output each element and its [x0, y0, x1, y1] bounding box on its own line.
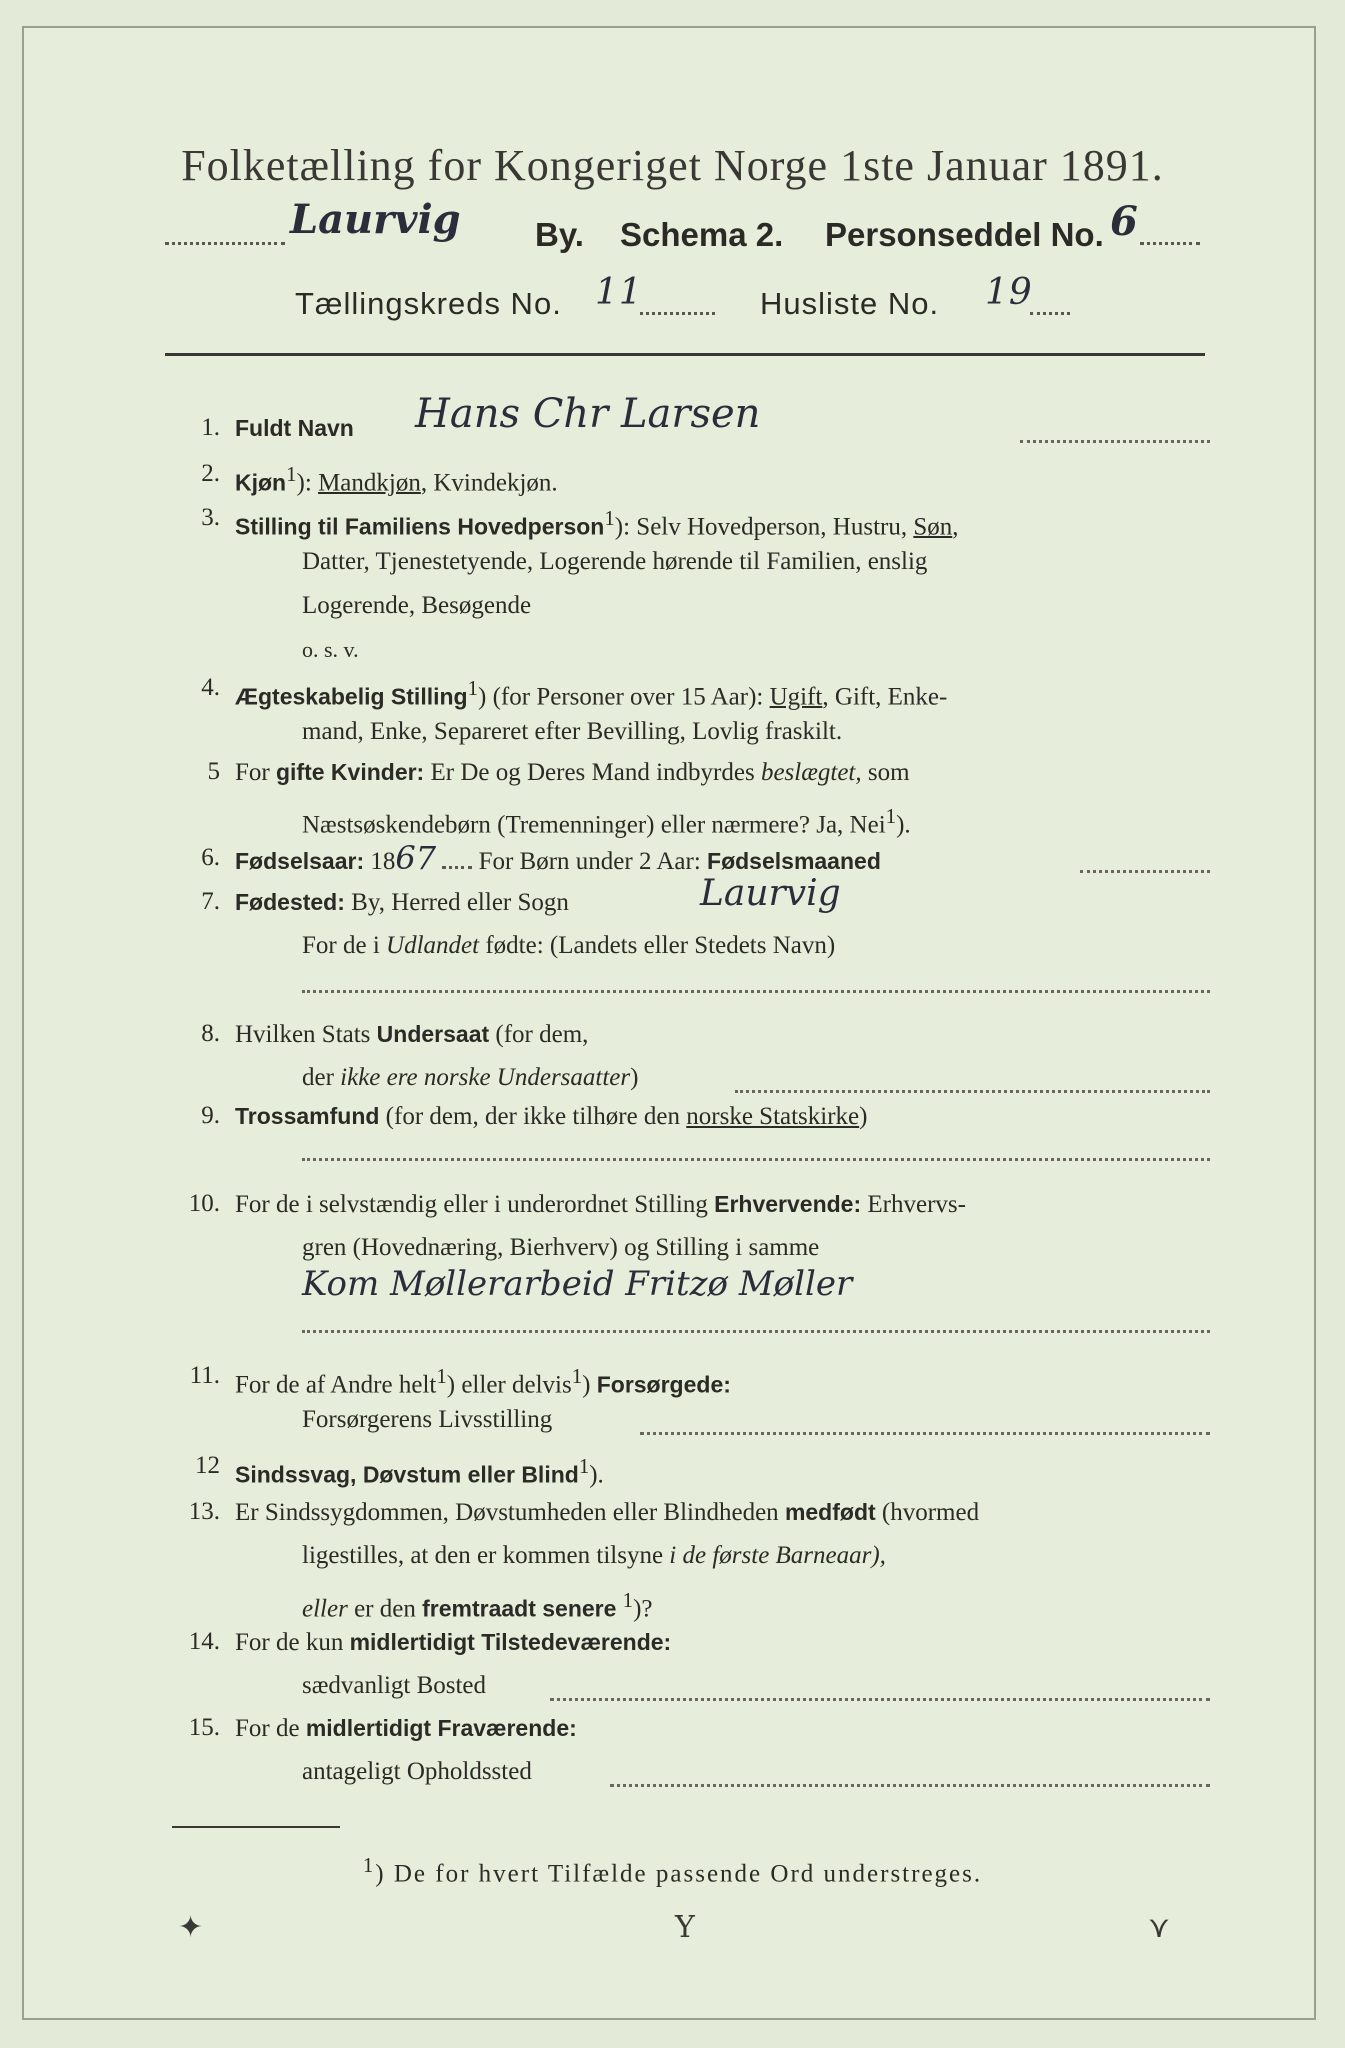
form-title: Folketælling for Kongeriget Norge 1ste Januar 1891.	[181, 141, 1164, 190]
dotted-fill	[302, 990, 1210, 993]
item-text: For de i selvstændig eller i underordnet Stilling	[235, 1191, 708, 1218]
item-text: ): Selv Hovedperson, Hustru,	[614, 513, 908, 541]
item-text: By, Herred eller Sogn	[351, 889, 569, 916]
item-text: )	[582, 1371, 591, 1399]
item-text: For Børn under 2 Aar:	[478, 848, 701, 875]
item-text: ).	[896, 811, 911, 839]
item-text: ):	[296, 469, 312, 497]
item-8-citizenship	[160, 1012, 1210, 1102]
item-text: mand, Enke, Separeret efter Bevilling, Lovlig fraskilt.	[302, 718, 843, 745]
footnote-ref: 1	[467, 676, 479, 700]
dotted-fill	[1020, 440, 1210, 443]
item-text: For	[235, 759, 270, 786]
item-number: 9.	[201, 1102, 220, 1129]
item-text: ) eller delvis	[446, 1371, 572, 1399]
item-text: ).	[589, 1461, 604, 1489]
item-9-religion	[160, 1094, 1210, 1194]
town-handwritten: Laurvig	[290, 196, 461, 243]
item-4-marital-status	[160, 666, 1210, 756]
item-number: 4.	[201, 674, 220, 701]
item-3-household-position: 3. Stilling til Familiens Hovedperson$^1$): Selv Hovedperson, Hustru, Søn, Datter, Tjenestetyende, Logerende hørende til Familien, enslig Logerende, Besøgende o. s. v.	[160, 496, 1210, 676]
item-text: Erhvervs-	[867, 1191, 966, 1218]
kreds-number: 11	[595, 272, 643, 313]
husliste-label: Husliste No.	[760, 286, 940, 321]
dotted-fill	[302, 1330, 1210, 1333]
item-text: For de i	[302, 932, 380, 959]
item-number: 2.	[201, 460, 220, 487]
item-text: For de	[235, 1715, 300, 1742]
selected-option: Søn	[913, 513, 953, 541]
footnote-ref: 1	[571, 1364, 583, 1388]
item-number: 15.	[188, 1714, 220, 1741]
item-text: 18	[370, 848, 396, 875]
dotted-fill	[165, 242, 285, 245]
item-14-temporary-present	[160, 1620, 1210, 1710]
dotted-fill	[735, 1090, 1210, 1093]
item-number: 1.	[201, 414, 220, 441]
item-label: midlertidigt Fraværende:	[305, 1715, 577, 1741]
header-rule	[165, 353, 1205, 356]
item-text: (hvormed	[881, 1499, 980, 1526]
item-label: Undersaat	[376, 1021, 490, 1047]
item-text: fødte: (Landets eller Stedets Navn)	[485, 932, 836, 959]
item-text: Forsørgerens Livsstilling	[302, 1406, 553, 1433]
item-text: antageligt Opholdssted	[302, 1758, 532, 1785]
registration-mark-icon: ⋎	[1148, 1910, 1170, 1945]
footnote-ref: 1	[362, 1853, 376, 1877]
dotted-fill	[1030, 312, 1070, 315]
item-text: eller	[302, 1595, 348, 1623]
schema-label: Schema 2.	[620, 216, 784, 253]
personseddel-number: 6	[1110, 198, 1138, 245]
item-text: Er Sindssygdommen, Døvstumheden eller Blindheden	[235, 1499, 779, 1526]
item-text: (for dem, der ikke tilhøre den	[385, 1103, 681, 1130]
item-label: Sindssvag, Døvstum eller Blind	[235, 1461, 579, 1488]
item-text: Næstsøskendebørn (Tremenninger) eller nærmere? Ja, Nei	[302, 811, 886, 839]
item-label: Ægteskabelig Stilling	[235, 683, 468, 710]
item-label: Fødselsmaaned	[707, 848, 881, 874]
item-number: 13.	[188, 1498, 220, 1525]
item-label: Kjøn	[235, 469, 287, 496]
item-text: er den	[354, 1595, 416, 1623]
item-text: For de af Andre helt	[235, 1371, 437, 1399]
footnote-ref: 1	[604, 506, 615, 530]
footnote-ref: 1	[286, 462, 297, 486]
item-text: beslægtet,	[760, 759, 862, 786]
registration-mark-icon: Y	[675, 1910, 695, 1945]
header-line-schema	[165, 196, 1205, 264]
item-label: fremtraadt senere	[422, 1595, 617, 1622]
dotted-fill	[640, 1432, 1210, 1435]
item-label: Fuldt Navn	[235, 415, 354, 441]
footnote	[0, 1853, 1345, 1888]
item-text: der	[302, 1064, 334, 1091]
item-label: gifte Kvinder:	[275, 759, 425, 785]
item-13-congenital	[160, 1490, 1210, 1626]
personseddel-label: Personseddel No.	[825, 216, 1104, 253]
dotted-fill	[640, 312, 715, 315]
full-name-handwritten: Hans Chr Larsen	[415, 391, 761, 437]
footnote-text: ) De for hvert Tilfælde passende Ord understreges.	[375, 1860, 983, 1888]
footnote-ref: 1	[578, 1454, 590, 1478]
item-text: For de kun	[235, 1629, 344, 1656]
by-label: By.	[535, 216, 584, 253]
dotted-fill	[1080, 870, 1210, 873]
item-11-supported	[160, 1354, 1210, 1444]
item-text: (for dem,	[495, 1021, 589, 1048]
item-number: 6.	[201, 844, 220, 871]
dotted-fill	[1140, 242, 1200, 245]
gender-option-male: Mandkjøn	[318, 469, 421, 497]
item-text: o. s. v.	[302, 637, 359, 662]
selected-option: Ugift	[769, 683, 823, 711]
item-text: i de første Barneaar),	[669, 1542, 886, 1569]
item-number: 11.	[189, 1362, 220, 1389]
birth-year-handwritten: 67	[395, 839, 437, 877]
item-label: Fødselsaar:	[235, 848, 365, 874]
item-text: Udlandet	[386, 932, 480, 959]
item-text: sædvanligt Bosted	[302, 1672, 487, 1699]
item-text: som	[867, 759, 910, 786]
item-label: Stilling til Familiens Hovedperson	[235, 513, 605, 540]
item-text: ligestilles, at den er kommen tilsyne	[302, 1542, 664, 1569]
dotted-fill	[550, 1698, 1210, 1701]
item-5-married-women	[160, 750, 1210, 840]
item-text: )	[859, 1103, 868, 1130]
dotted-fill	[610, 1784, 1210, 1787]
item-text: , Gift, Enke-	[822, 683, 948, 711]
item-7-birthplace	[160, 873, 1210, 1000]
dotted-fill	[442, 866, 472, 869]
item-number: 3.	[201, 504, 220, 531]
item-text: Logerende, Besøgende	[302, 592, 532, 619]
item-text: ikke ere norske Undersaatter	[340, 1064, 631, 1091]
footnote-ref: 1	[622, 1588, 634, 1612]
item-10-occupation	[160, 1182, 1210, 1342]
occupation-handwritten: Kom Møllerarbeid Fritzø Møller	[302, 1264, 853, 1304]
item-number: 5	[207, 758, 220, 785]
item-text: gren (Hovednæring, Bierhverv) og Stilling i samme	[302, 1234, 820, 1261]
item-text: ) (for Personer over 15 Aar):	[478, 683, 764, 711]
footnote-rule	[172, 1826, 340, 1828]
item-label: midlertidigt Tilstedeværende:	[349, 1629, 672, 1655]
item-text: Er De og Deres Mand indbyrdes	[430, 759, 755, 786]
item-label: Fødested:	[235, 889, 345, 915]
item-label: Erhvervende:	[714, 1191, 862, 1217]
item-label: Trossamfund	[235, 1103, 380, 1129]
item-text: Hvilken Stats	[235, 1021, 371, 1048]
gender-option-female: , Kvindekjøn.	[420, 469, 558, 497]
footnote-ref: 1	[436, 1364, 447, 1388]
item-number: 10.	[188, 1190, 220, 1217]
item-number: 7.	[201, 888, 220, 915]
item-15-temporary-absent	[160, 1706, 1210, 1796]
item-number: 14.	[188, 1628, 220, 1655]
item-1-full-name	[160, 391, 1210, 456]
item-text: Datter, Tjenestetyende, Logerende hørende til Familien, enslig	[302, 548, 928, 575]
footnote-ref: 1	[885, 804, 897, 828]
selected-option: norske Statskirke	[686, 1103, 860, 1130]
item-number: 12	[195, 1452, 220, 1479]
item-text: )?	[633, 1595, 653, 1623]
registration-mark-icon: ✦	[178, 1910, 204, 1945]
item-number: 8.	[201, 1020, 220, 1047]
header-line-kreds	[295, 272, 1095, 328]
birthplace-handwritten: Laurvig	[700, 873, 841, 914]
item-text: )	[630, 1064, 639, 1091]
husliste-number: 19	[985, 272, 1033, 313]
dotted-fill	[302, 1158, 1210, 1161]
item-label: Forsørgede:	[596, 1371, 731, 1398]
kreds-label: Tællingskreds No.	[295, 286, 562, 321]
item-label: medfødt	[784, 1499, 876, 1525]
